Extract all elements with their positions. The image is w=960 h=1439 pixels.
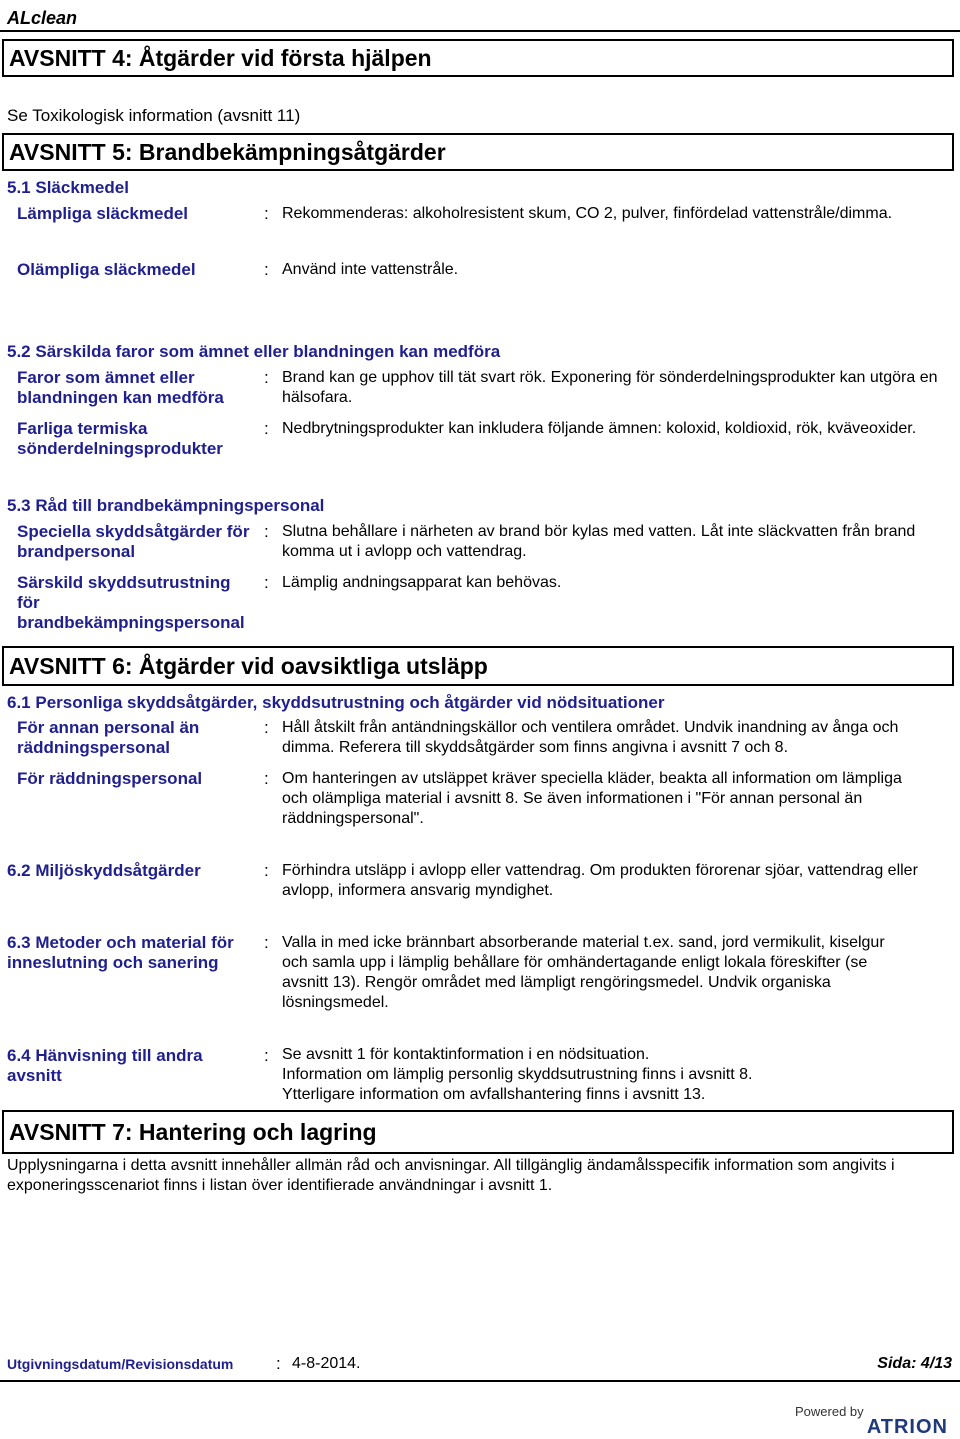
field-colon: : [264,1046,269,1065]
section-7-title: AVSNITT 7: Hantering och lagring [2,1110,954,1154]
section-4-text: Se Toxikologisk information (avsnitt 11) [7,106,301,125]
section-6-title: AVSNITT 6: Åtgärder vid oavsiktliga utsläpp [2,646,954,686]
field-label-decomposition: Farliga termiska sönderdelningsprodukter [17,419,223,458]
section-4-title: AVSNITT 4: Åtgärder vid första hjälpen [2,39,954,77]
field-value-decomposition: Nedbrytningsprodukter kan inkludera följande ämnen: koloxid, koldioxid, rök, kväveoxider. [282,420,917,437]
field-value-emergency-responders: Om hanteringen av utsläppet kräver speciella kläder, beakta all information om lämpliga och olämpliga material i avsnitt 8. Se även informationen i "För annan personal än räddningspersonal". [282,770,902,827]
field-value-non-emergency: Håll åtskilt från antändningskällor och ventilera området. Undvik inandning av ånga och dimma. Referera till skyddsåtgärder som finns angivna i avsnitt 7 och 8. [282,719,899,756]
field-colon: : [264,522,269,541]
subsection-6-4-value [282,1045,947,1105]
field-value-unsuitable-media: Använd inte vattenstråle. [282,261,459,278]
field-label-protective-equipment: Särskild skyddsutrustning för brandbekämpningspersonal [17,573,245,632]
field-colon: : [264,204,269,223]
section-5-title: AVSNITT 5: Brandbekämpningsåtgärder [2,133,954,171]
field-value-protective-equipment: Lämplig andningsapparat kan behövas. [282,574,562,591]
subsection-6-1-heading: 6.1 Personliga skyddsåtgärder, skyddsutrustning och åtgärder vid nödsituationer [7,693,665,712]
footer-divider [0,1380,960,1382]
field-colon: : [264,861,269,880]
product-name: ALclean [7,8,78,28]
field-value-special-precautions: Slutna behållare i närheten av brand bör kylas med vatten. Låt inte släckvatten från brand komma ut i avlopp och vattendrag. [282,523,916,560]
subsection-6-4-label: 6.4 Hänvisning till andra avsnitt [7,1046,203,1085]
field-colon: : [264,368,269,387]
field-colon: : [264,933,269,952]
footer-revision-date: 4-8-2014. [292,1355,361,1372]
field-label-special-precautions: Speciella skyddsåtgärder för brandpersonal [17,522,250,561]
field-colon: : [264,573,269,592]
page-number: Sida: 4/13 [877,1355,952,1372]
subsection-5-1-heading: 5.1 Släckmedel [7,178,129,197]
brand-name: ATRION [866,1416,948,1438]
header-divider [0,30,960,32]
field-label-suitable-media: Lämpliga släckmedel [17,204,189,223]
field-colon: : [264,260,269,279]
field-label-unsuitable-media: Olämpliga släckmedel [17,260,196,279]
field-value-suitable-media: Rekommenderas: alkoholresistent skum, CO 2, pulver, finfördelad vattenstråle/dimma. [282,205,893,222]
field-label-non-emergency: För annan personal än räddningspersonal [17,718,200,757]
powered-by-text: Powered by [795,1404,864,1419]
field-colon: : [276,1354,281,1373]
reference-line: Information om lämplig personlig skyddsutrustning finns i avsnitt 8. [282,1066,753,1083]
subsection-5-2-heading: 5.2 Särskilda faror som ämnet eller blandningen kan medföra [7,342,501,361]
section-7-text: Upplysningarna i detta avsnitt innehåller allmän råd och anvisningar. All tillgänglig ändamålsspecifik information som angivits i exponeringsscenariot finns i listan över identifierade användningar i avsnitt 1. [7,1157,895,1194]
field-colon: : [264,718,269,737]
footer-revision-label: Utgivningsdatum/Revisionsdatum [7,1356,234,1372]
reference-line: Ytterligare information om avfallshantering finns i avsnitt 13. [282,1086,706,1103]
subsection-6-2-label: 6.2 Miljöskyddsåtgärder [7,861,201,880]
field-colon: : [264,419,269,438]
field-value-hazards: Brand kan ge upphov till tät svart rök. Exponering för sönderdelningsprodukter kan utgöra en hälsofara. [282,369,938,406]
subsection-6-3-value: Valla in med icke brännbart absorberande material t.ex. sand, jord vermikulit, kiselgur och samla upp i lämplig behållare för omhändertagande enligt lokala föreskifter (se avsnitt 13). Rengör området med lämpligt rengöringsmedel. Undvik organiska lösningsmedel. [282,934,885,1011]
subsection-5-3-heading: 5.3 Råd till brandbekämpningspersonal [7,496,325,515]
field-colon: : [264,769,269,788]
subsection-6-3-label: 6.3 Metoder och material för inneslutning och sanering [7,933,234,972]
subsection-6-2-value: Förhindra utsläpp i avlopp eller vattendrag. Om produkten förorenar sjöar, vattendrag eller avlopp, informera ansvarig myndighet. [282,862,918,899]
reference-line: Se avsnitt 1 för kontaktinformation i en nödsituation. [282,1046,650,1063]
field-label-hazards: Faror som ämnet eller blandningen kan medföra [17,368,224,407]
field-label-emergency-responders: För räddningspersonal [17,769,203,788]
atrion-logo [770,1402,950,1436]
